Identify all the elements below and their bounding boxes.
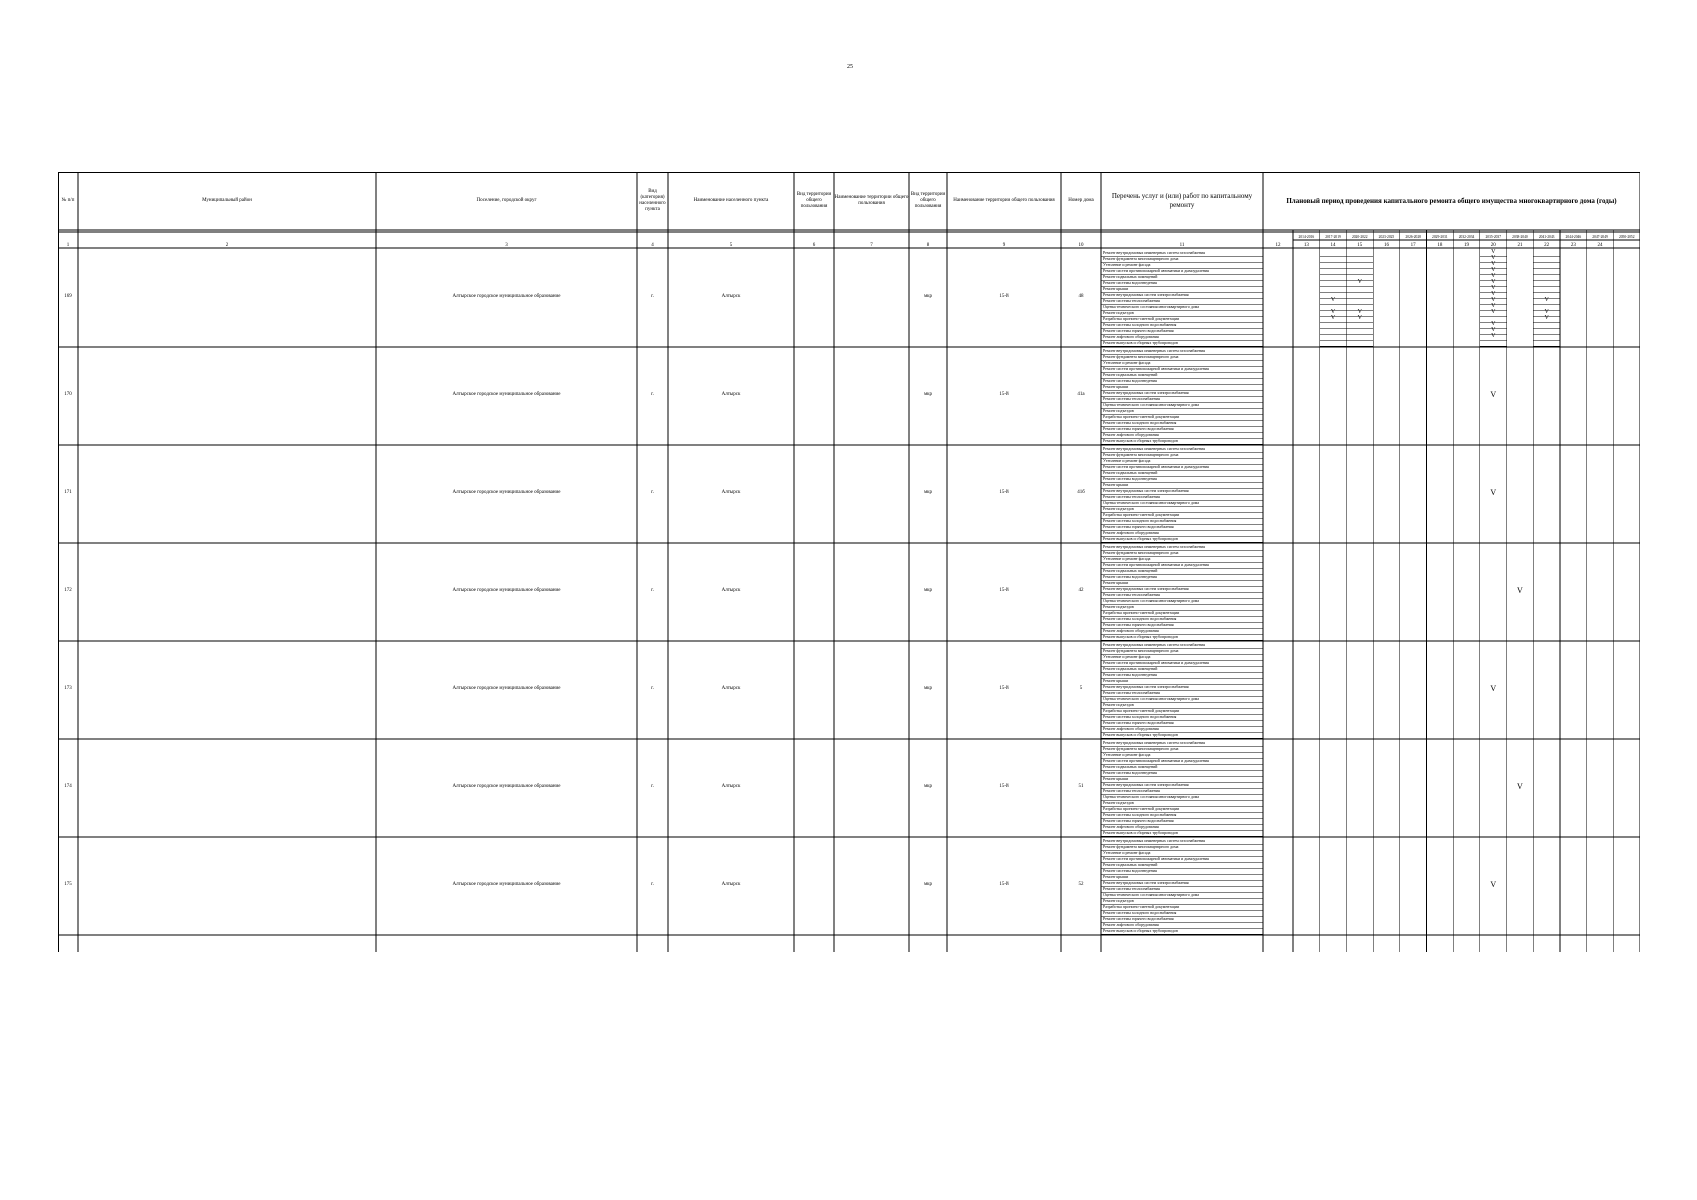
year-label: 2026-2028 [1405,235,1421,239]
work-item: Ремонт системы водоотведения [1103,378,1157,383]
locality-type: г. [651,882,654,887]
settlement: Алтырское городское муниципальное образование [452,784,561,789]
work-item: Ремонт систем противопожарной автоматики и дымоудаления [1103,268,1209,273]
work-item: Ремонт системы водоотведения [1103,672,1157,677]
work-item: Разработка проектно-сметной документации [1103,512,1180,517]
work-item: Разработка проектно-сметной документации [1103,316,1180,321]
work-item: Ремонт выпусков и сборных трубопроводов [1103,634,1178,639]
year-label: 2029-2031 [1432,235,1448,239]
work-item: Ремонт лифтового оборудования [1103,824,1159,829]
work-item: Ремонт системы водоотведения [1103,868,1157,873]
column-number: 8 [926,243,930,248]
year-label: 2050-2052 [1618,235,1635,239]
street: 15-й [999,490,1009,495]
settlement: Алтырское городское муниципальное образование [452,294,561,299]
locality: Алтырск [721,490,741,495]
plan-mark-small: V [1491,255,1496,261]
header-settlement: Поселение, городской округ [476,197,537,203]
locality-type: г. [651,392,654,397]
year-label: 2014-2016 [1298,235,1315,239]
settlement: Алтырское городское муниципальное образование [452,588,561,593]
work-item: Разработка проектно-сметной документации [1103,904,1180,909]
work-item: Ремонт лифтового оборудования [1103,334,1159,339]
work-item: Ремонт фундамента многоквартирного дома [1103,354,1179,359]
street: 15-й [999,294,1009,299]
work-item: Ремонт систем противопожарной автоматики и дымоудаления [1103,562,1209,567]
column-number: 16 [1383,243,1389,248]
work-item: Утепление и ремонт фасада [1103,458,1151,463]
work-item: Ремонт внутридомовых систем электроснабжения [1103,488,1189,493]
plan-mark: V [1517,782,1523,791]
work-item: Ремонт системы теплоснабжения [1103,494,1160,499]
work-item: Ремонт подвальных помещений [1103,470,1158,475]
row-number: 173 [64,686,72,691]
plan-mark-small: V [1544,315,1549,321]
locality-type: г. [651,784,654,789]
work-item: Ремонт подвальных помещений [1103,666,1158,671]
work-item: Ремонт внутридомовых инженерных систем газоснабжения [1103,446,1205,451]
work-item: Ремонт системы водоотведения [1103,574,1157,579]
year-label: 2044-2046 [1565,235,1582,239]
work-item: Ремонт системы теплоснабжения [1103,298,1160,303]
plan-mark-small: V [1491,309,1496,315]
work-item: Ремонт фундамента многоквартирного дома [1103,256,1179,261]
street-type: мкр [923,294,933,299]
street-type: мкр [923,784,933,789]
work-item: Ремонт системы горячего водоснабжения [1103,720,1174,725]
street: 15-й [999,686,1009,691]
year-label: 2041-2043 [1538,235,1555,239]
plan-mark-small: V [1491,297,1496,303]
row-number: 174 [64,784,72,789]
work-item: Оценка технического состояния многоквартирного дома [1103,794,1200,799]
work-item: Ремонт внутридомовых инженерных систем газоснабжения [1103,642,1205,647]
house-number: 5 [1079,686,1083,691]
locality: Алтырск [721,392,741,397]
work-item: Оценка технического состояния многоквартирного дома [1103,598,1200,603]
locality-type: г. [651,588,654,593]
header-street-2: Наименование территории общего пользования [953,197,1055,203]
row-number: 170 [64,392,72,397]
work-item: Ремонт внутридомовых инженерных систем газоснабжения [1103,250,1205,255]
work-item: Ремонт фундамента многоквартирного дома [1103,550,1179,555]
column-number: 5 [729,243,733,248]
plan-mark: V [1490,390,1497,399]
plan-mark-small: V [1330,297,1336,303]
settlement: Алтырское городское муниципальное образование [452,686,561,691]
year-label: 2020-2022 [1351,235,1368,239]
plan-mark-small: V [1491,333,1496,339]
plan-mark-small: V [1357,309,1362,315]
work-item: Утепление и ремонт фасада [1103,850,1151,855]
work-item: Ремонт выпусков и сборных трубопроводов [1103,928,1178,933]
work-item: Ремонт фундамента многоквартирного дома [1103,648,1179,653]
work-item: Ремонт лифтового оборудования [1103,922,1159,927]
row-number: 171 [64,490,72,495]
column-number: 1 [66,243,70,248]
column-number: 13 [1303,243,1309,248]
street-type: мкр [923,882,933,887]
work-item: Ремонт крыши [1103,286,1129,291]
row-number: 169 [64,294,72,299]
work-item: Ремонт внутридомовых инженерных систем газоснабжения [1103,544,1205,549]
work-item: Ремонт подъездов [1103,898,1134,903]
header-street-type: Вид территории общего пользования [796,191,832,210]
work-item: Ремонт системы горячего водоснабжения [1103,916,1174,921]
work-item: Ремонт выпусков и сборных трубопроводов [1103,438,1178,443]
work-item: Ремонт внутридомовых систем электроснабжения [1103,586,1189,591]
work-item: Ремонт подъездов [1103,506,1134,511]
header-locality: Наименование населенного пункта [693,197,769,203]
work-item: Ремонт системы холодного водоснабжения [1103,322,1177,327]
work-item: Ремонт крыши [1103,482,1129,487]
work-item: Ремонт крыши [1103,776,1129,781]
plan-mark-small: V [1357,279,1362,285]
work-item: Разработка проектно-сметной документации [1103,610,1180,615]
settlement: Алтырское городское муниципальное образование [452,490,561,495]
year-label: 2023-2025 [1378,235,1395,239]
work-item: Ремонт системы теплоснабжения [1103,396,1160,401]
work-item: Ремонт крыши [1103,874,1129,879]
work-item: Утепление и ремонт фасада [1103,556,1151,561]
work-item: Ремонт подъездов [1103,702,1134,707]
header-period: Плановый период проведения капитального ремонта общего имущества многоквартирного дома (годы) [1286,196,1617,205]
plan-mark: V [1490,880,1497,889]
year-label: 2038-2040 [1512,235,1528,239]
plan-mark-small: V [1491,327,1496,333]
street-type: мкр [923,686,933,691]
column-number: 7 [870,243,873,248]
work-item: Ремонт системы горячего водоснабжения [1103,426,1174,431]
street-type: мкр [923,588,933,593]
locality-type: г. [651,490,654,495]
work-item: Ремонт внутридомовых инженерных систем газоснабжения [1103,348,1205,353]
plan-mark: V [1490,488,1497,497]
work-item: Ремонт подъездов [1103,408,1134,413]
work-item: Ремонт выпусков и сборных трубопроводов [1103,732,1178,737]
work-item: Оценка технического состояния многоквартирного дома [1103,500,1200,505]
street: 15-й [999,882,1009,887]
street: 15-й [999,784,1009,789]
work-item: Ремонт системы холодного водоснабжения [1103,812,1177,817]
work-item: Ремонт системы водоотведения [1103,770,1157,775]
year-label: 2035-2037 [1485,235,1502,239]
table-grid [58,172,1640,952]
work-item: Ремонт внутридомовых систем электроснабжения [1103,292,1189,297]
column-number: 4 [651,243,654,248]
work-item: Ремонт системы теплоснабжения [1103,592,1160,597]
work-item: Ремонт системы холодного водоснабжения [1103,616,1177,621]
street-type: мкр [923,392,933,397]
work-item: Ремонт системы горячего водоснабжения [1103,328,1174,333]
column-number: 19 [1464,243,1470,248]
plan-mark: V [1517,586,1523,595]
work-item: Ремонт системы теплоснабжения [1103,886,1160,891]
plan-mark-small: V [1491,267,1496,273]
header-works: Перечень услуг и (или) работ по капитальному ремонту [1111,192,1253,209]
work-item: Ремонт систем противопожарной автоматики и дымоудаления [1103,366,1209,371]
work-item: Ремонт внутридомовых инженерных систем газоснабжения [1103,740,1205,745]
work-item: Ремонт системы холодного водоснабжения [1103,714,1177,719]
work-item: Ремонт внутридомовых систем электроснабжения [1103,880,1189,885]
locality: Алтырск [721,588,741,593]
row-number: 172 [64,588,72,593]
work-item: Ремонт системы водоотведения [1103,280,1157,285]
work-item: Ремонт систем противопожарной автоматики и дымоудаления [1103,660,1209,665]
column-number: 15 [1357,243,1363,248]
locality: Алтырск [721,784,741,789]
work-item: Ремонт системы водоотведения [1103,476,1157,481]
column-number: 23 [1570,243,1576,248]
work-item: Ремонт выпусков и сборных трубопроводов [1103,536,1178,541]
house-number: 41а [1077,392,1085,397]
work-item: Ремонт крыши [1103,678,1129,683]
work-item: Утепление и ремонт фасада [1103,752,1151,757]
work-item: Оценка технического состояния многоквартирного дома [1103,402,1200,407]
work-item: Утепление и ремонт фасада [1103,262,1151,267]
house-number: 42 [1078,588,1084,593]
work-item: Ремонт систем противопожарной автоматики и дымоудаления [1103,758,1209,763]
work-item: Ремонт лифтового оборудования [1103,628,1159,633]
house-number: 48 [1078,294,1084,299]
work-item: Ремонт системы холодного водоснабжения [1103,420,1177,425]
plan-mark-small: V [1330,315,1336,321]
year-label: 2017-2019 [1325,235,1341,239]
column-number: 20 [1490,243,1496,248]
year-label: 2032-2034 [1458,235,1475,239]
house-number: 41б [1077,490,1085,495]
work-item: Разработка проектно-сметной документации [1103,806,1180,811]
work-item: Ремонт системы теплоснабжения [1103,788,1160,793]
plan-mark-small: V [1491,285,1496,291]
settlement: Алтырское городское муниципальное образование [452,882,561,887]
work-item: Ремонт крыши [1103,384,1129,389]
row-number: 175 [64,882,72,887]
work-item: Ремонт подвальных помещений [1103,274,1158,279]
work-item: Ремонт систем противопожарной автоматики и дымоудаления [1103,856,1209,861]
work-item: Ремонт систем противопожарной автоматики и дымоудаления [1103,464,1209,469]
work-item: Ремонт фундамента многоквартирного дома [1103,844,1179,849]
work-item: Ремонт подвальных помещений [1103,862,1158,867]
plan-mark-small: V [1544,297,1549,303]
plan-mark-small: V [1491,303,1496,309]
work-item: Ремонт крыши [1103,580,1129,585]
column-number: 24 [1597,243,1603,248]
work-item: Ремонт подвальных помещений [1103,764,1158,769]
work-item: Ремонт фундамента многоквартирного дома [1103,452,1179,457]
work-item: Разработка проектно-сметной документации [1103,708,1180,713]
work-item: Оценка технического состояния многоквартирного дома [1103,304,1200,309]
plan-mark-small: V [1357,315,1362,321]
work-item: Разработка проектно-сметной документации [1103,414,1180,419]
plan-mark-small: V [1491,321,1496,327]
work-item: Ремонт выпусков и сборных трубопроводов [1103,830,1178,835]
work-item: Ремонт фундамента многоквартирного дома [1103,746,1179,751]
header-street: Наименование территории общего пользования [834,194,909,206]
header-house: Номер дома [1068,197,1094,203]
work-item: Ремонт внутридомовых систем электроснабжения [1103,390,1189,395]
work-item: Ремонт системы холодного водоснабжения [1103,518,1177,523]
work-item: Оценка технического состояния многоквартирного дома [1103,696,1200,701]
header-no: № п/п [61,197,75,203]
work-item: Ремонт внутридомовых систем электроснабжения [1103,782,1189,787]
locality-type: г. [651,686,654,691]
work-item: Ремонт подвальных помещений [1103,568,1158,573]
work-item: Ремонт подвальных помещений [1103,372,1158,377]
plan-mark-small: V [1491,291,1496,297]
work-item: Ремонт лифтового оборудования [1103,726,1159,731]
column-number: 11 [1179,243,1185,248]
work-item: Ремонт подъездов [1103,604,1134,609]
header-locality-type: Вид (категория) населенного пункта [639,188,666,213]
column-number: 9 [1002,243,1006,248]
column-number: 3 [505,243,508,248]
locality-type: г. [651,294,654,299]
locality: Алтырск [721,882,741,887]
work-item: Оценка технического состояния многоквартирного дома [1103,892,1200,897]
work-item: Ремонт системы холодного водоснабжения [1103,910,1177,915]
locality: Алтырск [721,686,741,691]
work-item: Ремонт внутридомовых инженерных систем газоснабжения [1103,838,1205,843]
capital-repair-table [58,172,1640,952]
column-number: 17 [1410,243,1416,248]
plan-mark-small: V [1491,249,1496,255]
page-number: 25 [847,64,853,70]
plan-mark-small: V [1491,279,1496,285]
work-item: Утепление и ремонт фасада [1103,654,1151,659]
header-district: Муниципальный район [202,197,252,203]
column-number: 10 [1078,243,1084,248]
plan-mark-small: V [1544,309,1549,315]
column-number: 14 [1330,243,1336,248]
plan-mark-small: V [1491,261,1496,267]
house-number: 52 [1078,882,1084,887]
work-item: Ремонт подъездов [1103,310,1134,315]
work-item: Ремонт системы горячего водоснабжения [1103,622,1174,627]
year-label: 2047-2049 [1592,235,1608,239]
work-item: Ремонт лифтового оборудования [1103,432,1159,437]
plan-mark-small: V [1491,273,1496,279]
work-item: Ремонт лифтового оборудования [1103,530,1159,535]
plan-mark: V [1490,684,1497,693]
work-item: Ремонт выпусков и сборных трубопроводов [1103,340,1178,345]
column-number: 2 [225,243,229,248]
column-number: 22 [1544,243,1550,248]
street-type: мкр [923,490,933,495]
street: 15-й [999,392,1009,397]
column-number: 6 [812,243,816,248]
column-number: 21 [1517,243,1523,248]
plan-mark-small: V [1330,309,1336,315]
house-number: 51 [1078,784,1084,789]
column-number: 12 [1275,243,1281,248]
column-number: 18 [1437,243,1443,248]
work-item: Ремонт системы теплоснабжения [1103,690,1160,695]
header-street-type-2: Вид территории общего пользования [910,191,946,210]
work-item: Ремонт системы горячего водоснабжения [1103,818,1174,823]
locality: Алтырск [721,294,741,299]
work-item: Ремонт подъездов [1103,800,1134,805]
work-item: Ремонт системы горячего водоснабжения [1103,524,1174,529]
settlement: Алтырское городское муниципальное образование [452,392,561,397]
work-item: Ремонт внутридомовых систем электроснабжения [1103,684,1189,689]
work-item: Утепление и ремонт фасада [1103,360,1151,365]
street: 15-й [999,588,1009,593]
